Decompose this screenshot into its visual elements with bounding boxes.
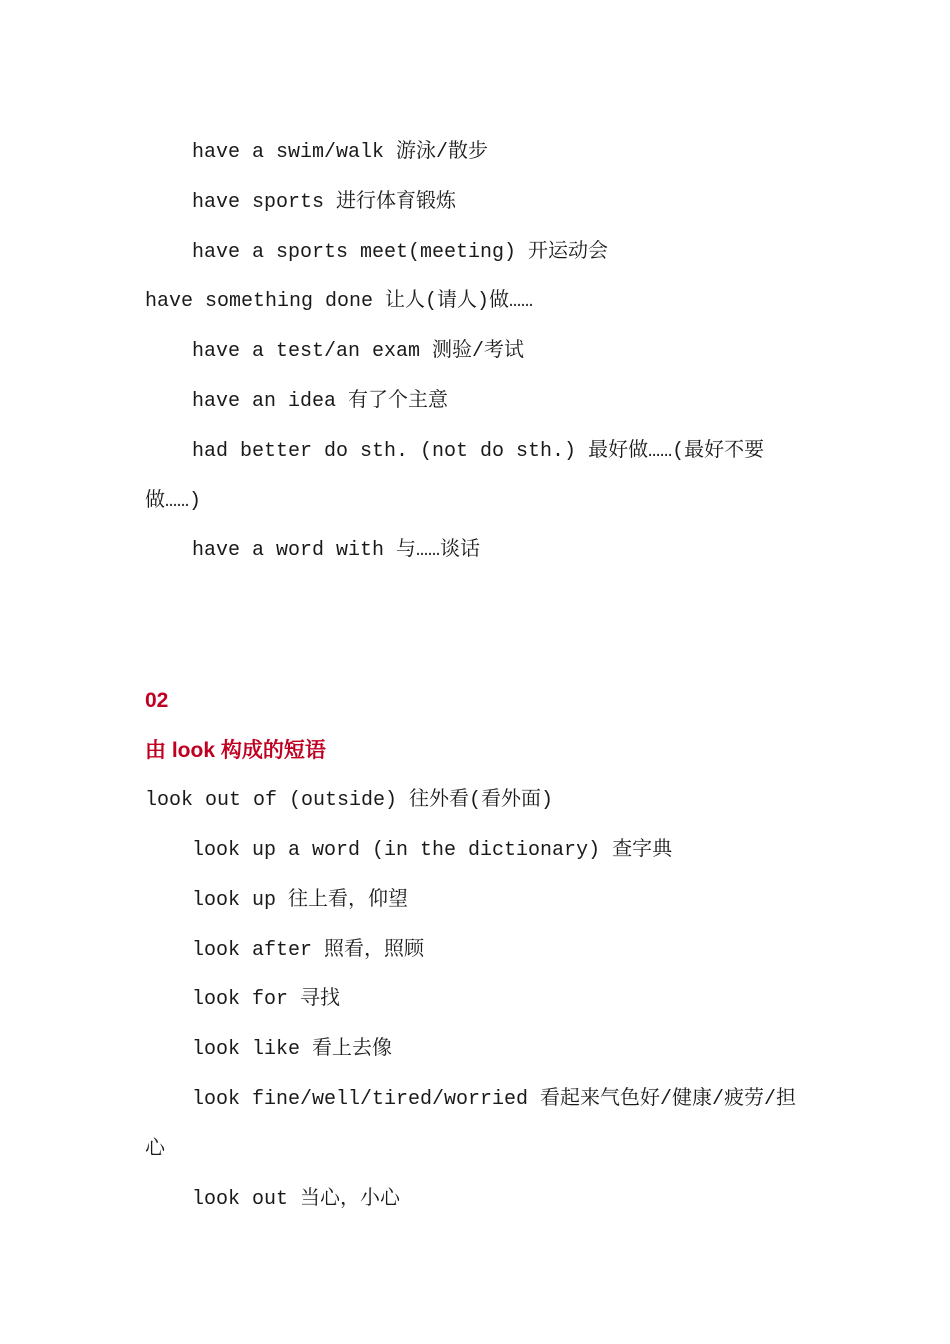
phrase-line: have a swim/walk 游泳/散步 <box>192 141 489 164</box>
phrase-line: look out of (outside) 往外看(看外面) <box>145 789 554 813</box>
phrase-line: look for 寻找 <box>192 988 341 1012</box>
section-title: 由 look 构成的短语 <box>145 739 326 763</box>
phrase-line: look up a word (in the dictionary) 查字典 <box>192 838 673 862</box>
phrase-line: have something done 让人(请人)做…… <box>145 290 534 314</box>
phrase-line: look fine/well/tired/worried 看起来气色好/健康/疲劳/担心 <box>145 1087 797 1161</box>
phrase-line: look after 照看，照顾 <box>192 938 425 962</box>
section-number: 02 <box>145 689 169 713</box>
phrase-line: look up 往上看，仰望 <box>192 888 409 912</box>
phrase-line: look like 看上去像 <box>192 1038 393 1062</box>
phrase-line: have sports 进行体育锻炼 <box>192 190 457 214</box>
phrase-line: have a word with 与……谈话 <box>192 539 481 563</box>
document-content <box>145 128 810 1224</box>
section-gap <box>145 576 810 676</box>
phrase-line: have a test/an exam 测验/考试 <box>192 340 525 364</box>
phrase-line: have an idea 有了个主意 <box>192 389 449 413</box>
phrase-line: have a sports meet(meeting) 开运动会 <box>192 240 609 264</box>
phrase-line: look out 当心，小心 <box>192 1187 401 1211</box>
phrase-line: had better do sth. (not do sth.) 最好做……(最好不要做……) <box>145 439 765 513</box>
